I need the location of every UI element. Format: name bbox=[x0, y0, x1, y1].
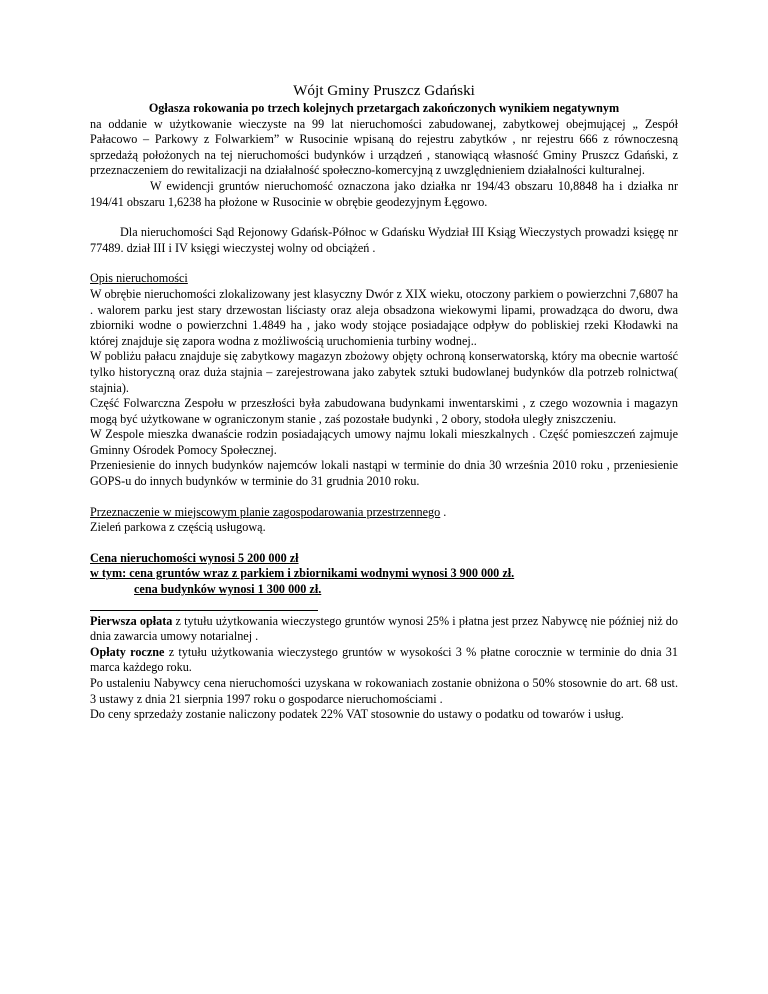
description-paragraph-1: W obrębie nieruchomości zlokalizowany jest klasyczny Dwór z XIX wieku, otoczony parkiem o powierzchni 7,6807 ha . walorem parku jest stary drzewostan liściasty oraz aleja obsadzona wiekowymi lipami, prowadząca do dworu, dwa zbiorniki wodne o powierzchni 1.4849 ha , jako wody stojące posiadające odpływ do pobliskiej rzeki Kłodawki na której znajduje się zapora wodna z możliwością uruchomienia turbiny wodnej.. bbox=[90, 286, 678, 348]
document-title: Wójt Gminy Pruszcz Gdański bbox=[293, 82, 475, 99]
description-paragraph-2: W pobliżu pałacu znajduje się zabytkowy magazyn zbożowy objęty ochroną konserwatorską, który ma obecnie wartość tylko historyczną oraz duża stajnia – zarejestrowana jako zabytek sztuki budowlanej budynków dla potrzeb rolnictwa( stajnia). bbox=[90, 349, 678, 395]
court-paragraph: Dla nieruchomości Sąd Rejonowy Gdańsk-Północ w Gdańsku Wydział III Ksiąg Wieczystych prowadzi księgę nr 77489. dział III i IV księgi wieczystej wolny od obciążeń . bbox=[90, 225, 678, 255]
zoning-heading-line bbox=[90, 505, 678, 521]
zoning-heading: Przeznaczenie w miejscowym planie zagospodarowania przestrzennego bbox=[90, 504, 441, 519]
annual-fee-label: Opłaty roczne bbox=[90, 644, 165, 659]
intro-paragraph: na oddanie w użytkowanie wieczyste na 99 lat nieruchomości zabudowanej, zabytkowej obejmującej „ Zespół Pałacowo – Parkowy z Folwarkiem” w Rusocinie wpisaną do rejestru zabytków , nr rejestru 666 z równoczesną sprzedażą położonych na tej nieruchomości budynków i urządzeń , stanowiącą własność Gminy Pruszcz Gdański, z przeznaczeniem do rewitalizacji na działalność społeczno-komercyjną z uwzględnieniem działalności kulturalnej. bbox=[90, 116, 678, 178]
annual-fee-text: z tytułu użytkowania wieczystego gruntów w wysokości 3 % płatne corocznie w terminie do dnia 31 marca każdego roku. bbox=[90, 644, 678, 675]
description-paragraph-5: Przeniesienie do innych budynków najemców lokali nastąpi w terminie do dnia 30 września 2010 roku , przeniesienie GOPS-u do innych budynków w terminie do 31 grudnia 2010 roku. bbox=[90, 458, 678, 489]
document-subtitle: Ogłasza rokowania po trzech kolejnych przetargach zakończonych wynikiem negatywnym bbox=[148, 101, 620, 115]
first-fee-text: z tytułu użytkowania wieczystego gruntów wynosi 25% i płatna jest przez Nabywcę nie później niż do dnia zawarcia umowy notarialnej . bbox=[90, 613, 678, 644]
zoning-heading-suffix: . bbox=[440, 504, 447, 519]
zoning-text: Zieleń parkowa z częścią usługową. bbox=[90, 520, 266, 535]
spacer bbox=[90, 210, 678, 225]
annual-fee-paragraph bbox=[90, 645, 678, 676]
description-heading: Opis nieruchomości bbox=[90, 271, 188, 286]
first-fee-paragraph bbox=[90, 614, 678, 645]
divider bbox=[90, 610, 318, 611]
description-paragraph-3: Część Folwarczna Zespołu w przeszłości była zabudowana budynkami inwentarskimi , z czego wozownia i magazyn mogą być użytkowane w ograniczonym stanie , zaś pozostałe budynki , 2 obory, stodoła uległy zniszczeniu. bbox=[90, 396, 678, 426]
document-page bbox=[90, 82, 678, 723]
description-paragraph-4: W Zespole mieszka dwanaście rodzin posiadających umowy najmu lokali mieszkalnych . Część pomieszczeń zajmuje Gminny Ośrodek Pomocy Społecznej. bbox=[90, 427, 678, 457]
evidence-paragraph: W ewidencji gruntów nieruchomość oznaczona jako działka nr 194/43 obszaru 10,8848 ha i działka nr 194/41 obszaru 1,6238 ha płożone w Rusocinie w obrębie geodezyjnym Łęgowo. bbox=[90, 178, 678, 209]
first-fee-label: Pierwsza opłata bbox=[90, 613, 173, 628]
discount-paragraph: Po ustaleniu Nabywcy cena nieruchomości uzyskana w rokowaniach zostanie obniżona o 50% stosownie do art. 68 ust. 3 ustawy z dnia 21 sierpnia 1997 roku o gospodarce nieruchomościami . bbox=[90, 676, 678, 706]
price-land: w tym: cena gruntów wraz z parkiem i zbiornikami wodnymi wynosi 3 900 000 zł. bbox=[90, 566, 515, 581]
spacer bbox=[90, 490, 678, 505]
spacer bbox=[90, 536, 678, 551]
vat-paragraph: Do ceny sprzedaży zostanie naliczony podatek 22% VAT stosownie do ustawy o podatku od towarów i usług. bbox=[90, 707, 624, 722]
price-total: Cena nieruchomości wynosi 5 200 000 zł bbox=[90, 550, 299, 565]
price-buildings: cena budynków wynosi 1 300 000 zł. bbox=[134, 582, 322, 597]
spacer bbox=[90, 256, 678, 271]
